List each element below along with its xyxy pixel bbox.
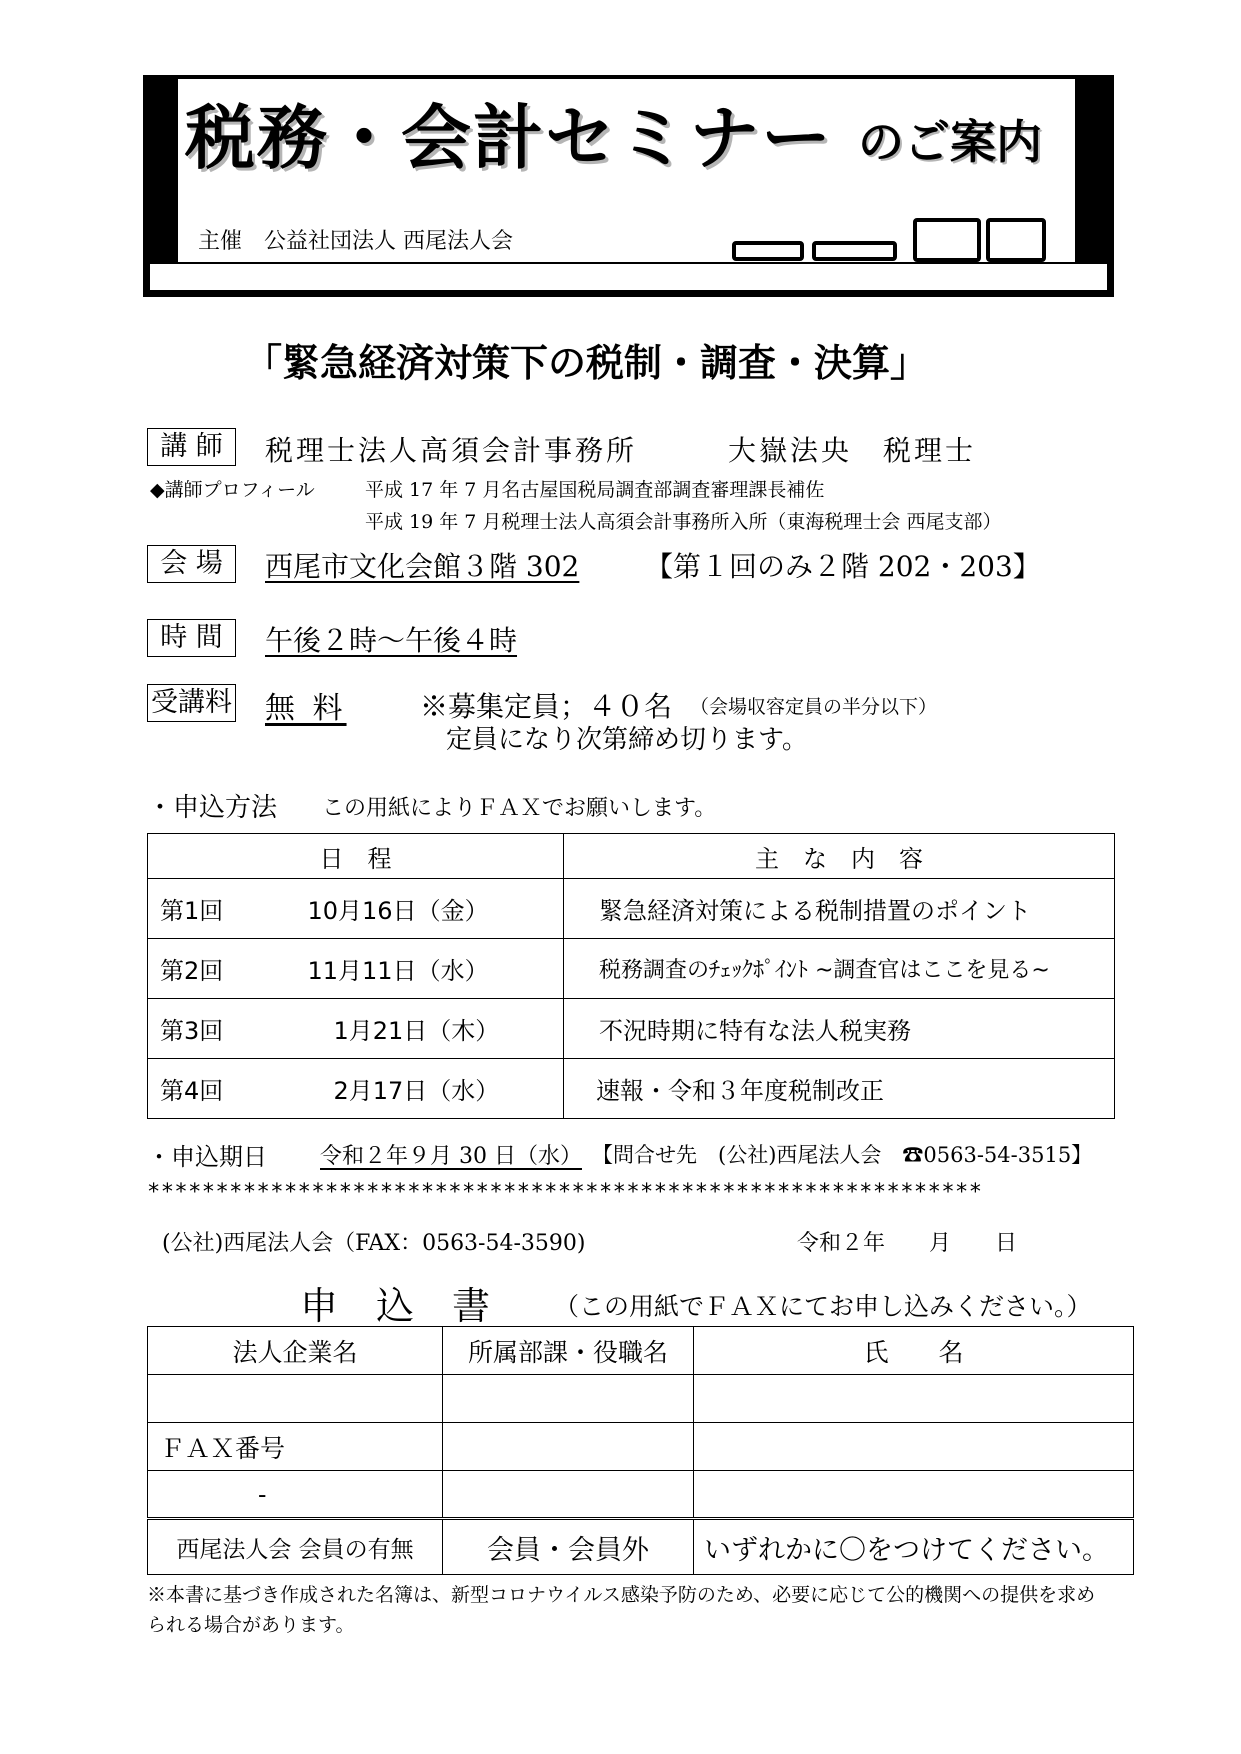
- seminar-title: 「緊急経済対策下の税制・調査・決算」: [244, 340, 929, 385]
- fee-label: 受講料: [147, 684, 236, 722]
- instructor-office: 税理士法人高須会計事務所: [265, 434, 638, 467]
- header-decor-block: [812, 241, 897, 261]
- company-name-header: 法人企業名: [148, 1327, 443, 1375]
- schedule-date-cell: [148, 1059, 564, 1119]
- time-label: 時 間: [147, 619, 236, 657]
- department-field[interactable]: [443, 1375, 694, 1423]
- schedule-table: [147, 833, 1115, 1119]
- page-title: 税務・会計セミナー: [185, 97, 833, 179]
- header-decor-block: [913, 218, 981, 262]
- table-row: [148, 939, 1115, 999]
- person-name-field[interactable]: [694, 1375, 1134, 1423]
- instructor-name: 大嶽法央 税理士: [728, 434, 977, 467]
- person-name-field[interactable]: [694, 1423, 1134, 1471]
- header-decor-block: [732, 241, 804, 261]
- separator-line: *************************************************************: [147, 1180, 983, 1205]
- form-title: 申 込 書: [300, 1284, 491, 1328]
- session-content: 税務調査のﾁｪｯｸﾎﾟｲﾝﾄ ~調査官はここを見る~: [564, 939, 1115, 999]
- application-form-table: [147, 1326, 1134, 1575]
- schedule-date-cell: [148, 879, 564, 939]
- membership-row: [148, 1519, 1134, 1575]
- session-date: 1月21日（木）: [333, 1017, 500, 1045]
- company-name-field[interactable]: [148, 1375, 443, 1423]
- schedule-date-cell: [148, 939, 564, 999]
- deadline-label: ・申込期日: [147, 1143, 267, 1171]
- session-number: 第4回: [160, 1077, 224, 1105]
- contact-info: 【問合せ先 (公社)西尾法人会 ☎0563-54-3515】: [592, 1143, 1093, 1167]
- deadline-value: 令和２年９月 30 日（水）: [320, 1144, 582, 1169]
- person-name-header: 氏 名: [694, 1327, 1134, 1375]
- table-row: [148, 1423, 1134, 1471]
- venue-note: 【第１回のみ２階 202・203】: [645, 550, 1041, 583]
- time-value: 午後２時～午後４時: [265, 624, 518, 657]
- table-row: [148, 1375, 1134, 1423]
- schedule-date-cell: [148, 999, 564, 1059]
- membership-label: 西尾法人会 会員の有無: [148, 1519, 443, 1575]
- session-number: 第3回: [160, 1017, 224, 1045]
- header-bottom-bar: [150, 264, 1107, 290]
- host-organization: 主催 公益社団法人 西尾法人会: [198, 229, 513, 254]
- department-field[interactable]: [443, 1423, 694, 1471]
- membership-instruction: いずれかに〇をつけてください。: [694, 1519, 1134, 1575]
- header-decor-block: [986, 218, 1046, 262]
- session-number: 第1回: [160, 897, 224, 925]
- apply-method-text: この用紙によりＦＡＸでお願いします。: [322, 796, 717, 821]
- department-field[interactable]: [443, 1471, 694, 1519]
- session-date: 10月16日（金）: [307, 897, 489, 925]
- membership-options[interactable]: 会員・会員外: [443, 1519, 694, 1575]
- application-date: 令和２年 月 日: [797, 1231, 1018, 1256]
- page-title-suffix: のご案内: [858, 115, 1042, 169]
- table-row: [148, 999, 1115, 1059]
- session-content: 緊急経済対策による税制措置のポイント: [564, 879, 1115, 939]
- person-name-field[interactable]: [694, 1471, 1134, 1519]
- form-header-row: [148, 1327, 1134, 1375]
- schedule-header-row: [148, 834, 1115, 879]
- table-row: [148, 879, 1115, 939]
- fee-value: 無 料: [265, 691, 347, 726]
- table-row: [148, 1471, 1134, 1519]
- apply-method-label: ・申込方法: [147, 793, 278, 823]
- schedule-header-content: 主 な 内 容: [564, 834, 1115, 879]
- closing-note: 定員になり次第締め切ります。: [446, 725, 808, 755]
- fax-number-field[interactable]: -: [148, 1471, 443, 1519]
- session-content: 不況時期に特有な法人税実務: [564, 999, 1115, 1059]
- capacity-note: （会場収容定員の半分以下）: [690, 696, 938, 718]
- fax-number-label: ＦＡＸ番号: [148, 1423, 443, 1471]
- session-date: 2月17日（水）: [333, 1077, 500, 1105]
- profile-line: 平成 19 年 7 月税理士法人高須会計事務所入所（東海税理士会 西尾支部）: [365, 511, 1002, 533]
- fax-recipient: (公社)西尾法人会（FAX：0563-54-3590): [162, 1231, 586, 1256]
- session-content: 速報・令和３年度税制改正: [564, 1059, 1115, 1119]
- schedule-header-date: 日 程: [148, 834, 564, 879]
- profile-line: 平成 17 年 7 月名古屋国税局調査部調査審理課長補佐: [365, 479, 825, 501]
- privacy-footnote: ※本書に基づき作成された名簿は、新型コロナウイルス感染予防のため、必要に応じて公的機関への提供を求められる場合があります。: [147, 1584, 1096, 1636]
- session-number: 第2回: [160, 957, 224, 985]
- venue-label: 会 場: [147, 545, 236, 583]
- instructor-label: 講 師: [147, 428, 236, 466]
- table-row: [148, 1059, 1115, 1119]
- venue-value: 西尾市文化会館３階 302: [265, 550, 580, 583]
- session-date: 11月11日（水）: [307, 957, 489, 985]
- capacity: ※募集定員；４０名: [420, 690, 673, 723]
- form-subtitle: （この用紙でＦＡＸにてお申し込みください。）: [554, 1292, 1092, 1321]
- profile-label: ◆講師プロフィール: [150, 479, 315, 501]
- department-header: 所属部課・役職名: [443, 1327, 694, 1375]
